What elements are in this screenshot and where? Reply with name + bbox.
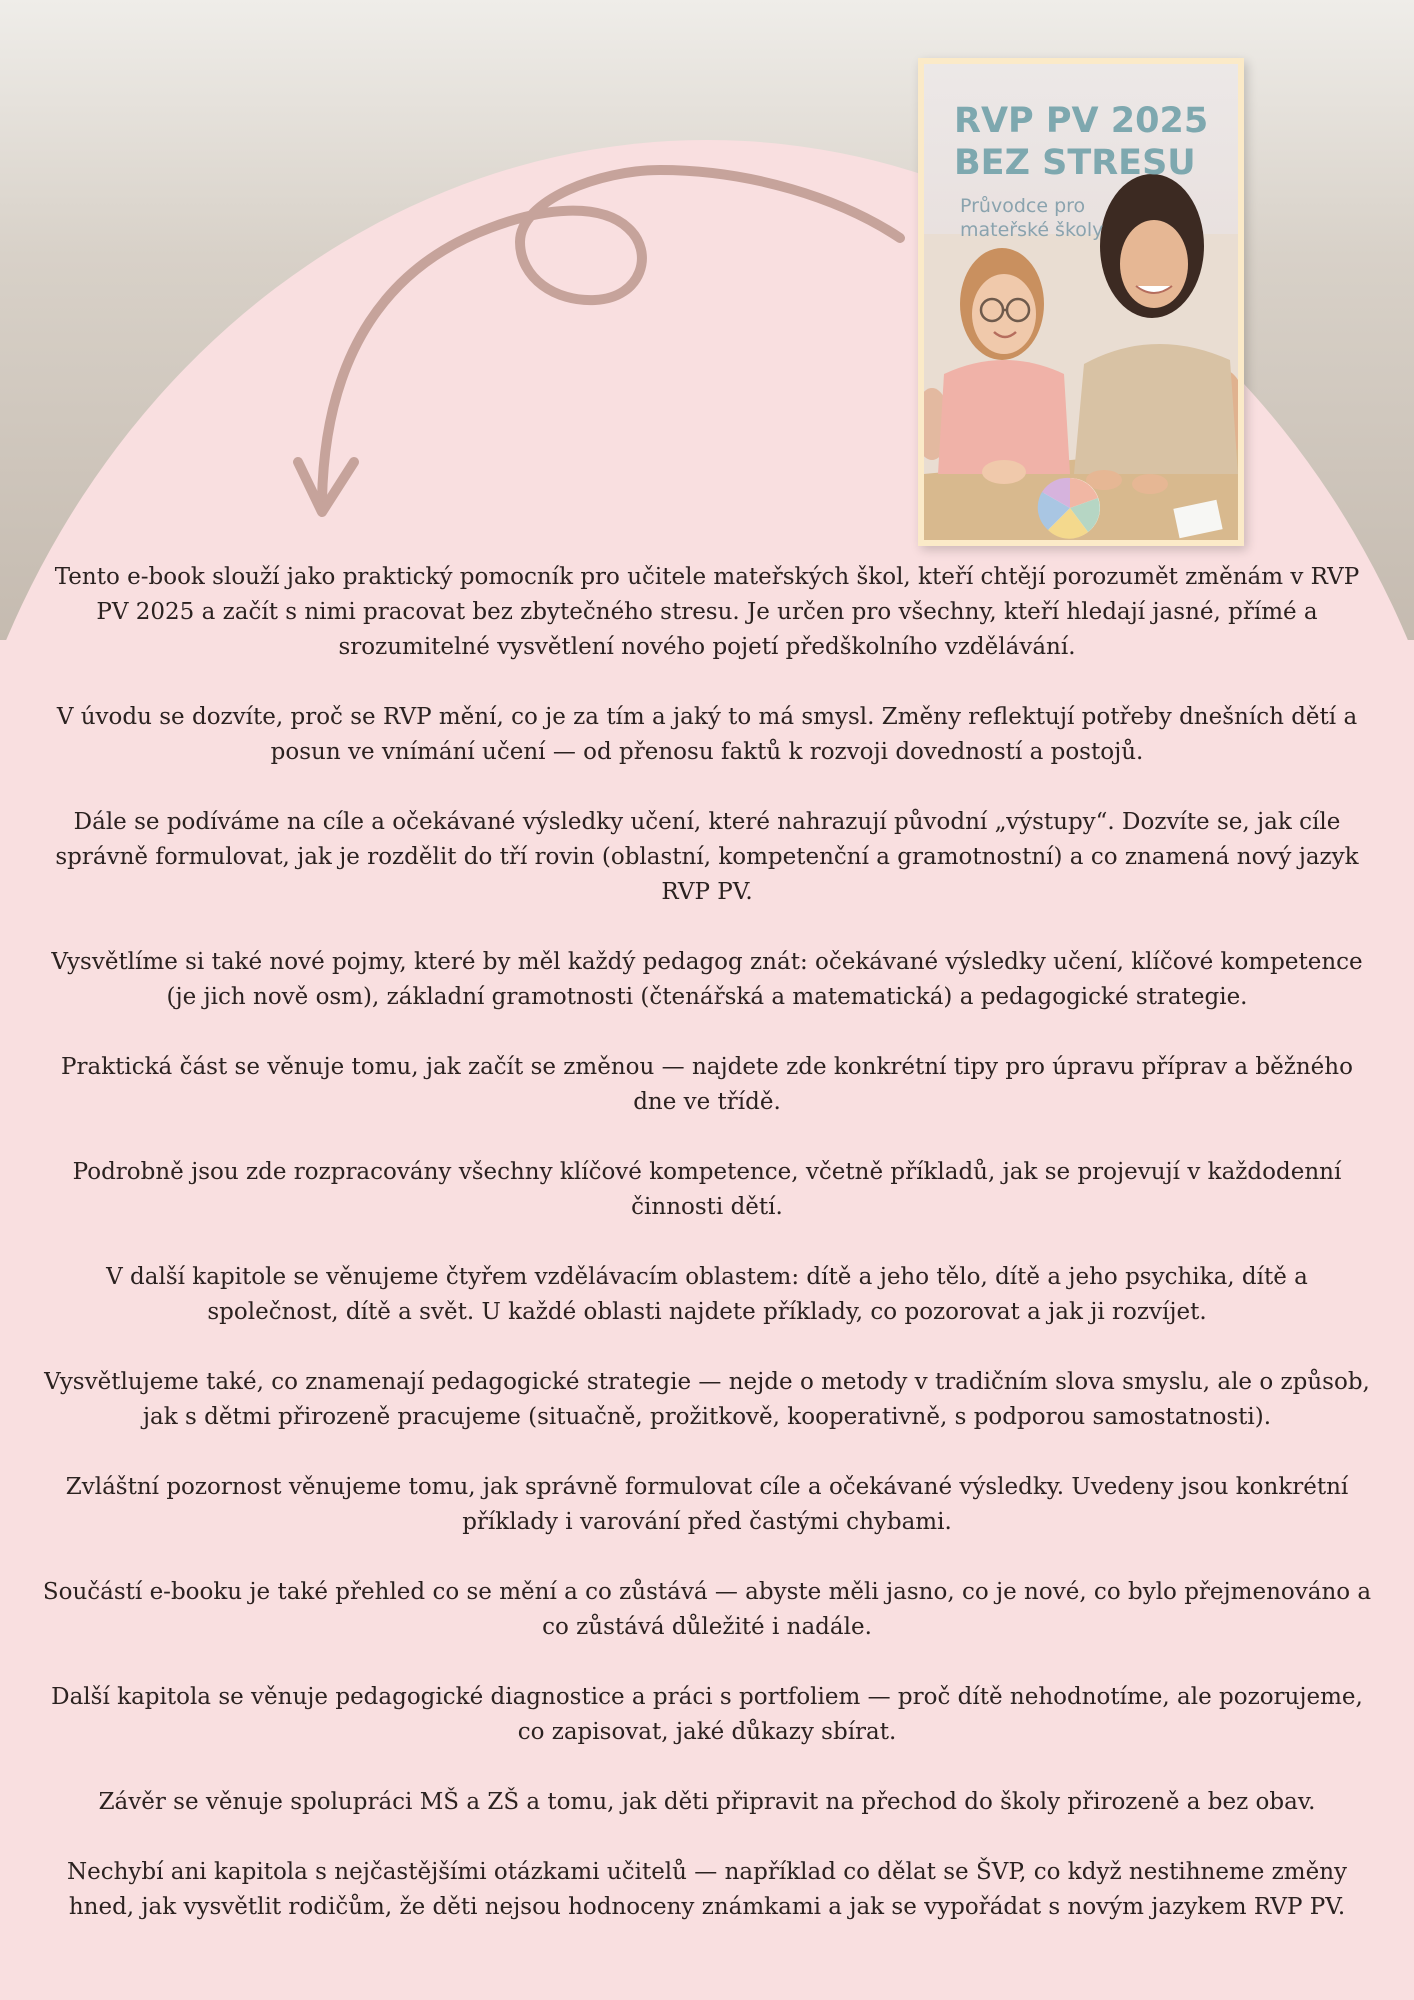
paragraph-formulating-goals: Zvláštní pozornost věnujeme tomu, jak správně formulovat cíle a očekávané výsledky. Uvedeny jsou konkrétní příklady i varování před častými chybami.	[65, 1474, 1349, 1535]
paragraph-intro: Tento e-book slouží jako praktický pomocník pro učitele mateřských škol, kteří chtějí porozumět změnám v RVP PV 2025 a začít s nimi pracovat bez zbytečného stresu. Je určen pro všechny, kteří hledají jasné, přímé a srozumitelné vysvětlení nového pojetí předškolního vzdělávání.	[54, 564, 1360, 660]
paragraph-practical-part: Praktická část se věnuje tomu, jak začít se změnou — najdete zde konkrétní tipy pro úpravu příprav a běžného dne ve třídě.	[61, 1054, 1353, 1115]
ebook-cover	[918, 58, 1244, 546]
ebook-title-line-2: BEZ STRESU	[954, 143, 1196, 183]
ebook-title-line-1: RVP PV 2025	[954, 101, 1209, 141]
curly-arrow-icon	[280, 150, 920, 530]
paragraph-faq: Nechybí ani kapitola s nejčastějšími otázkami učitelů — například co dělat se ŠVP, co když nestihneme změny hned, jak vysvětlit rodičům, že děti nejsou hodnoceny známkami a jak se vypořádat s novým jazykem RVP PV.	[66, 1859, 1348, 1920]
paragraph-goals-outcomes: Dále se podíváme na cíle a očekávané výsledky učení, které nahrazují původní „výstupy“. Dozvíte se, jak cíle správně formulovat, jak je rozdělit do tří rovin (oblastní, kompetenční a gramotnostní) a co znamená nový jazyk RVP PV.	[55, 809, 1359, 905]
paragraph-pedagogical-strategies: Vysvětlujeme také, co znamenají pedagogické strategie — nejde o metody v tradičním slova smyslu, ale o způsob, jak s dětmi přirozeně pracujeme (situačně, prožitkově, kooperativně, s podporou samostatnosti).	[44, 1369, 1370, 1430]
ebook-description	[40, 560, 1374, 1960]
paragraph-ms-zs-cooperation: Závěr se věnuje spolupráci MŠ a ZŠ a tomu, jak děti připravit na přechod do školy přirozeně a bez obav.	[98, 1789, 1316, 1815]
paragraph-why-rvp-changes: V úvodu se dozvíte, proč se RVP mění, co je za tím a jaký to má smysl. Změny reflektují potřeby dnešních dětí a posun ve vnímání učení — od přenosu faktů k rozvoji dovedností a postojů.	[56, 704, 1358, 765]
paragraph-new-terms: Vysvětlíme si také nové pojmy, které by měl každý pedagog znát: očekávané výsledky učení, klíčové kompetence (je jich nově osm), základní gramotnosti (čtenářská a matematická) a pedagogické strategie.	[51, 949, 1363, 1010]
ebook-subtitle-line-2: mateřské školy	[960, 219, 1104, 241]
paragraph-diagnostics-portfolio: Další kapitola se věnuje pedagogické diagnostice a práci s portfoliem — proč dítě nehodnotíme, ale pozorujeme, co zapisovat, jaké důkazy sbírat.	[51, 1684, 1363, 1745]
ebook-title	[954, 100, 1224, 184]
paragraph-what-changes: Součástí e-booku je také přehled co se mění a co zůstává — abyste měli jasno, co je nové, co bylo přejmenováno a co zůstává důležité i nadále.	[42, 1579, 1372, 1640]
ebook-subtitle	[960, 194, 1130, 242]
paragraph-educational-areas: V další kapitole se věnujeme čtyřem vzdělávacím oblastem: dítě a jeho tělo, dítě a jeho psychika, dítě a společnost, dítě a svět. U každé oblasti najdete příklady, co pozorovat a jak ji rozvíjet.	[106, 1264, 1308, 1325]
ebook-cover-art	[924, 64, 1238, 540]
ebook-subtitle-line-1: Průvodce pro	[960, 195, 1086, 217]
paragraph-key-competences: Podrobně jsou zde rozpracovány všechny klíčové kompetence, včetně příkladů, jak se projevují v každodenní činnosti dětí.	[72, 1159, 1342, 1220]
